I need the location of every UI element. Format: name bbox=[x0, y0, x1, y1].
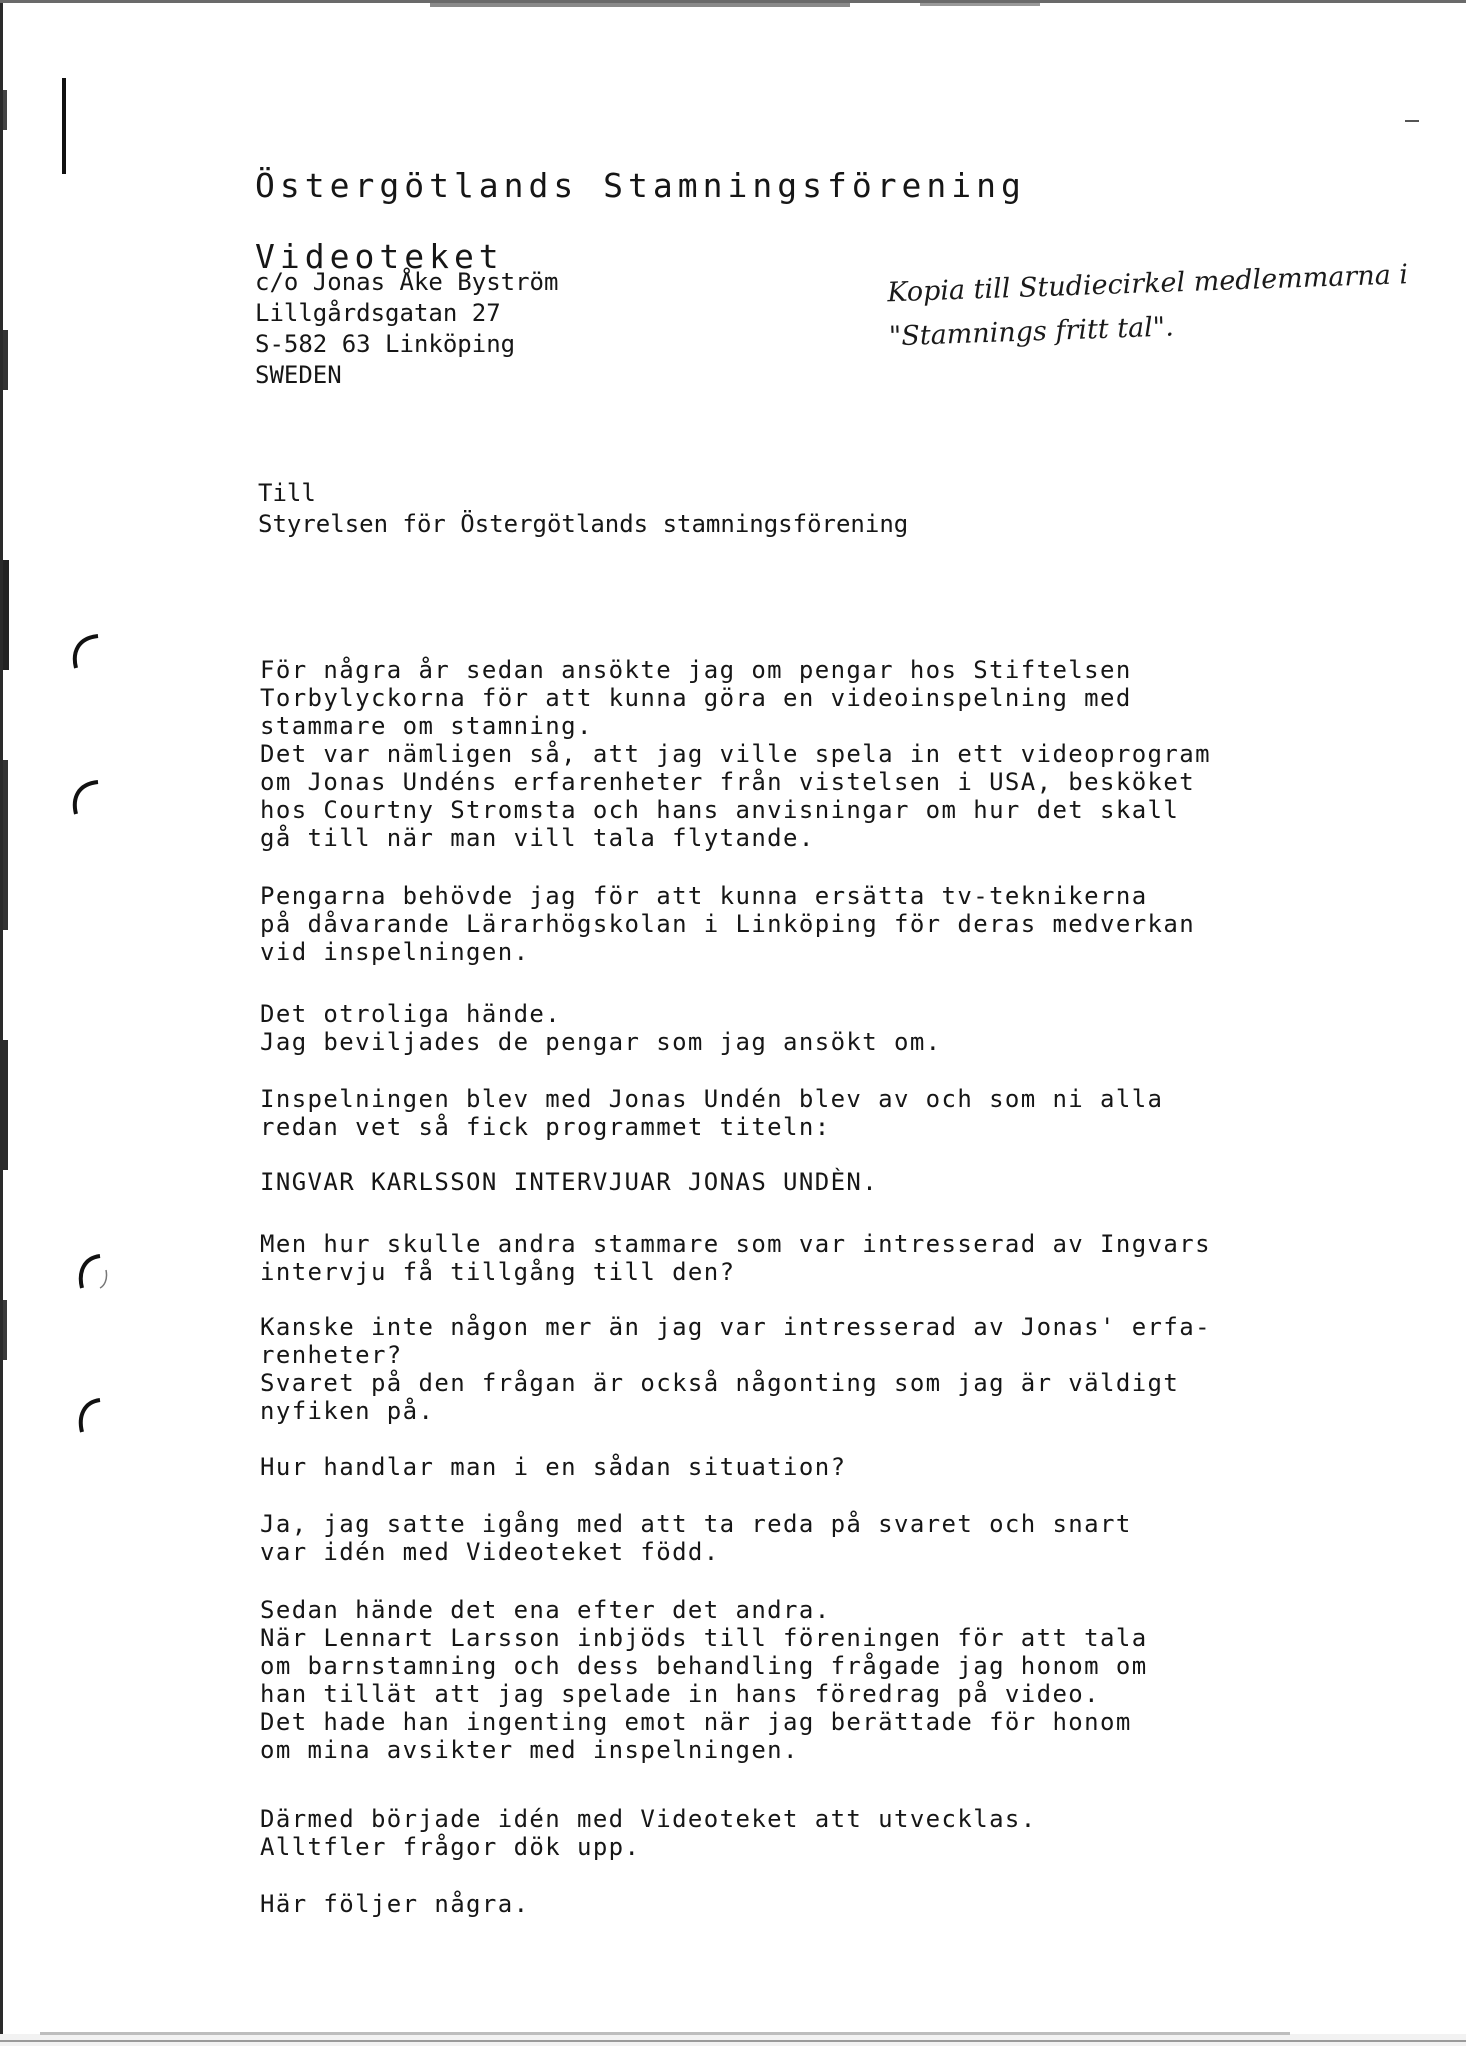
punch-hole-mark bbox=[68, 632, 102, 674]
handwritten-note: Kopia till Studiecirkel medlemmarna i "Stamnings fritt tal". bbox=[886, 259, 1409, 353]
address-line: S-582 63 Linköping bbox=[255, 330, 516, 358]
corner-mark bbox=[1405, 120, 1419, 122]
body-line: Kanske inte någon mer än jag var intresserad av Jonas' erfa- bbox=[260, 1313, 1211, 1341]
body-line: nyfiken på. bbox=[260, 1397, 435, 1425]
body-line: om mina avsikter med inspelningen. bbox=[260, 1736, 799, 1764]
body-line: var idén med Videoteket född. bbox=[260, 1538, 720, 1566]
address-line: SWEDEN bbox=[255, 361, 342, 389]
body-paragraph bbox=[260, 1890, 529, 1918]
organization-name: Östergötlands Stamningsförening bbox=[255, 166, 1026, 205]
body-paragraph bbox=[260, 1000, 942, 1056]
body-line: Här följer några. bbox=[260, 1890, 530, 1918]
scan-edge-top bbox=[0, 0, 1466, 14]
body-line: om barnstamning och dess behandling frågade jag honom om bbox=[260, 1652, 1148, 1680]
body-line: Det var nämligen så, att jag ville spela in ett videoprogram bbox=[260, 740, 1211, 768]
body-line: gå till när man vill tala flytande. bbox=[260, 824, 815, 852]
body-line: Pengarna behövde jag för att kunna ersätta tv-teknikerna bbox=[260, 882, 1148, 910]
body-line: renheter? bbox=[260, 1341, 403, 1369]
scan-edge-left bbox=[0, 0, 12, 2046]
punch-hole-mark bbox=[76, 1396, 110, 1438]
body-line: hos Courtny Stromsta och hans anvisningar om hur det skall bbox=[260, 796, 1180, 824]
punch-hole-mark bbox=[68, 778, 102, 820]
body-line: Ja, jag satte igång med att ta reda på svaret och snart bbox=[260, 1510, 1132, 1538]
body-line: stammare om stamning. bbox=[260, 712, 593, 740]
punch-hole-mark bbox=[76, 1252, 110, 1294]
program-title bbox=[260, 1168, 878, 1196]
address-line: c/o Jonas Åke Byström bbox=[255, 268, 559, 296]
body-line: intervju få tillgång till den? bbox=[260, 1258, 736, 1286]
scan-edge-bottom bbox=[0, 2020, 1466, 2046]
body-line: INGVAR KARLSSON INTERVJUAR JONAS UNDÈN. bbox=[260, 1168, 879, 1196]
sender-address bbox=[255, 267, 558, 391]
body-line: För några år sedan ansökte jag om pengar hos Stiftelsen bbox=[260, 656, 1132, 684]
body-line: Men hur skulle andra stammare som var intresserad av Ingvars bbox=[260, 1230, 1211, 1258]
body-paragraph bbox=[260, 1453, 846, 1481]
body-line: om Jonas Undéns erfarenheter från vistelsen i USA, besköket bbox=[260, 768, 1196, 796]
body-paragraph bbox=[260, 1805, 1037, 1861]
body-line: Torbylyckorna för att kunna göra en videoinspelning med bbox=[260, 684, 1132, 712]
body-line: vid inspelningen. bbox=[260, 938, 530, 966]
body-line: Sedan hände det ena efter det andra. bbox=[260, 1596, 831, 1624]
body-line: Svaret på den frågan är också någonting som jag är väldigt bbox=[260, 1369, 1180, 1397]
body-paragraph bbox=[260, 1510, 1132, 1566]
body-paragraph bbox=[260, 1085, 1163, 1141]
body-line: redan vet så fick programmet titeln: bbox=[260, 1113, 831, 1141]
body-line: När Lennart Larsson inbjöds till föreningen för att tala bbox=[260, 1624, 1148, 1652]
body-line: Det otroliga hände. bbox=[260, 1000, 562, 1028]
body-paragraph bbox=[260, 1596, 1148, 1764]
recipient-line: Styrelsen för Östergötlands stamningsförening bbox=[258, 510, 909, 538]
department-name: Videoteket bbox=[255, 237, 504, 276]
body-paragraph bbox=[260, 1230, 1211, 1286]
recipient-block bbox=[258, 478, 908, 540]
body-line: Därmed började idén med Videoteket att utvecklas. bbox=[260, 1805, 1037, 1833]
address-line: Lillgårdsgatan 27 bbox=[255, 299, 501, 327]
body-paragraph bbox=[260, 882, 1195, 966]
body-line: Hur handlar man i en sådan situation? bbox=[260, 1453, 847, 1481]
body-line: han tillät att jag spelade in hans föredrag på video. bbox=[260, 1680, 1101, 1708]
body-paragraph bbox=[260, 1313, 1211, 1425]
body-line: Alltfler frågor dök upp. bbox=[260, 1833, 641, 1861]
body-paragraph bbox=[260, 656, 1211, 852]
margin-mark bbox=[62, 78, 66, 174]
body-line: Inspelningen blev med Jonas Undén blev av och som ni alla bbox=[260, 1085, 1164, 1113]
body-line: Jag beviljades de pengar som jag ansökt om. bbox=[260, 1028, 942, 1056]
body-line: på dåvarande Lärarhögskolan i Linköping för deras medverkan bbox=[260, 910, 1196, 938]
recipient-line: Till bbox=[258, 479, 316, 507]
body-line: Det hade han ingenting emot när jag berättade för honom bbox=[260, 1708, 1132, 1736]
